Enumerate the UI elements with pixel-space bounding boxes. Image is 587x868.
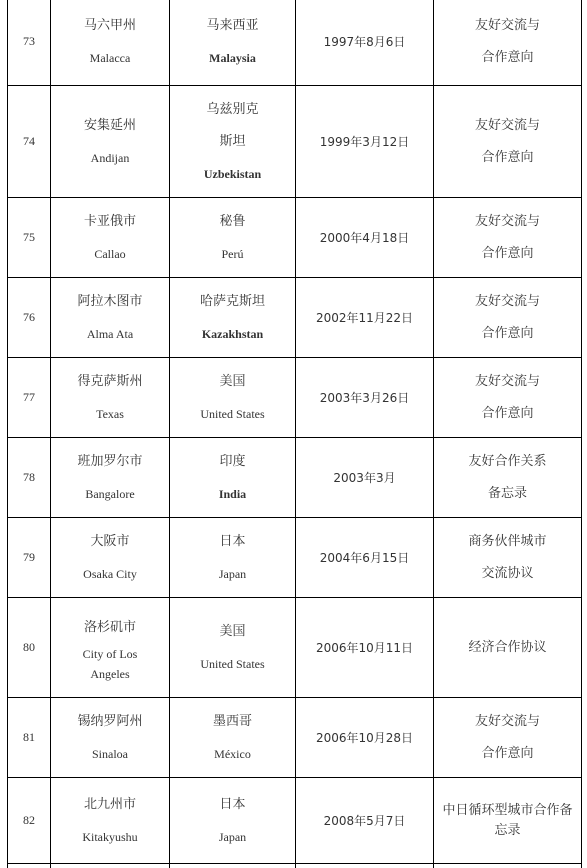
agreement-line: 经济合作协议 (468, 639, 547, 655)
country-name-zh: 印度 (219, 453, 246, 469)
city-name-en: Bangalore (85, 486, 135, 501)
row-number-cell (8, 518, 51, 598)
signing-date: 2000年4月18日 (319, 231, 410, 245)
city-name-en: Texas (96, 406, 124, 421)
agreement-cell (434, 598, 582, 698)
city-name-en: Malacca (89, 50, 131, 65)
agreement-line: 友好交流与 (474, 293, 540, 309)
table-row (8, 438, 582, 518)
date-cell (296, 358, 434, 438)
signing-date: 2003年3月 (333, 471, 396, 485)
country-name-en: Japan (218, 566, 247, 581)
agreement-line: 友好交流与 (474, 117, 540, 133)
date-cell (296, 0, 434, 86)
country-cell (170, 86, 296, 198)
table-row-partial (8, 864, 582, 868)
signing-date: 1997年8月6日 (323, 35, 406, 49)
agreement-cell (434, 86, 582, 198)
country-name-en: México (214, 746, 251, 761)
table-row (8, 278, 582, 358)
city-name-en: City of Los Angeles (82, 646, 138, 681)
row-number: 76 (23, 310, 35, 324)
agreement-line: 商务伙伴城市 (468, 533, 547, 549)
city-cell (51, 598, 170, 698)
signing-date: 2006年10月28日 (315, 731, 414, 745)
row-number-cell (8, 358, 51, 438)
row-number-cell (8, 438, 51, 518)
city-cell (51, 778, 170, 864)
row-number-cell (8, 598, 51, 698)
row-number-cell (8, 278, 51, 358)
agreement-line: 友好交流与 (474, 713, 540, 729)
country-name-zh: 哈萨克斯坦 (199, 293, 265, 309)
country-name-en: United States (200, 406, 265, 421)
row-number-cell (8, 864, 51, 868)
city-name-zh: 马六甲州 (83, 17, 136, 33)
date-cell (296, 778, 434, 864)
city-name-en: Osaka City (83, 566, 137, 581)
country-cell (170, 518, 296, 598)
country-name-zh: 秘鲁 (219, 213, 246, 229)
date-cell (296, 598, 434, 698)
signing-date: 2006年10月11日 (315, 641, 414, 655)
country-cell (170, 198, 296, 278)
city-name-zh: 北九州市 (83, 796, 136, 812)
table-row (8, 598, 582, 698)
signing-date: 2003年3月26日 (319, 391, 410, 405)
agreement-line: 合作意向 (481, 149, 534, 165)
city-name-en: Sinaloa (92, 746, 128, 761)
date-cell (296, 518, 434, 598)
row-number-cell (8, 778, 51, 864)
city-cell (51, 438, 170, 518)
signing-date: 2002年11月22日 (315, 311, 414, 325)
city-name-en: Kitakyushu (82, 829, 138, 844)
city-name-zh: 卡亚俄市 (83, 213, 136, 229)
country-name-en: United States (200, 656, 265, 671)
country-name-zh: 美国 (219, 623, 246, 639)
date-cell (296, 198, 434, 278)
country-name-en: Malaysia (209, 50, 256, 65)
city-cell (51, 86, 170, 198)
row-number: 73 (23, 34, 35, 48)
country-name-en: India (218, 486, 247, 501)
agreement-line: 合作意向 (481, 325, 534, 341)
table-row (8, 86, 582, 198)
country-name-zh: 墨西哥 (212, 713, 252, 729)
table-row (8, 518, 582, 598)
country-cell (170, 358, 296, 438)
country-name-zh: 日本 (219, 533, 246, 549)
agreement-line: 友好合作关系 (468, 453, 547, 469)
sister-cities-table (7, 0, 582, 868)
date-cell (296, 278, 434, 358)
city-cell (51, 864, 170, 868)
row-number: 79 (23, 550, 35, 564)
city-name-zh: 阿拉木图市 (77, 293, 143, 309)
city-cell (51, 0, 170, 86)
table-row (8, 358, 582, 438)
city-cell (51, 698, 170, 778)
date-cell (296, 438, 434, 518)
agreement-line: 合作意向 (481, 745, 534, 761)
agreement-cell (434, 0, 582, 86)
agreement-line: 备忘录 (487, 485, 527, 501)
agreement-line: 交流协议 (481, 565, 534, 581)
agreement-line: 合作意向 (481, 245, 534, 261)
country-name-zh: 马来西亚 (206, 17, 259, 33)
row-number-cell (8, 0, 51, 86)
country-name-zh: 日本 (219, 796, 246, 812)
city-cell (51, 198, 170, 278)
country-cell (170, 0, 296, 86)
agreement-line: 合作意向 (481, 405, 534, 421)
table-row (8, 778, 582, 864)
date-cell (296, 698, 434, 778)
agreement-cell (434, 278, 582, 358)
signing-date: 2008年5月7日 (323, 814, 406, 828)
country-name-en: Perú (221, 246, 244, 261)
date-cell (296, 864, 434, 868)
row-number-cell (8, 698, 51, 778)
agreement-line: 友好交流与 (474, 373, 540, 389)
city-cell (51, 278, 170, 358)
signing-date: 2004年6月15日 (319, 551, 410, 565)
country-cell (170, 438, 296, 518)
row-number: 78 (23, 470, 35, 484)
signing-date: 1999年3月12日 (319, 135, 410, 149)
city-name-zh: 洛杉矶市 (83, 619, 136, 635)
country-name-en: Kazakhstan (201, 326, 264, 341)
row-number: 75 (23, 230, 35, 244)
country-cell (170, 864, 296, 868)
agreement-line: 合作意向 (481, 49, 534, 65)
row-number: 82 (23, 813, 35, 827)
row-number-cell (8, 198, 51, 278)
city-name-zh: 大阪市 (90, 533, 130, 549)
city-name-en: Andijan (90, 150, 130, 165)
country-name-zh-line1: 乌兹别克 (206, 101, 259, 117)
country-cell (170, 598, 296, 698)
agreement-cell (434, 518, 582, 598)
agreement-line: 友好交流与 (474, 17, 540, 33)
row-number-cell (8, 86, 51, 198)
country-name-zh-line2: 斯坦 (219, 133, 246, 149)
row-number: 80 (23, 640, 35, 654)
row-number: 77 (23, 390, 35, 404)
table-row (8, 198, 582, 278)
city-cell (51, 358, 170, 438)
agreement-line: 中日循环型城市合作备忘录 (442, 802, 573, 838)
country-cell (170, 278, 296, 358)
agreement-cell (434, 698, 582, 778)
country-cell (170, 698, 296, 778)
row-number: 81 (23, 730, 35, 744)
city-name-zh: 得克萨斯州 (77, 373, 143, 389)
city-cell (51, 518, 170, 598)
city-name-zh: 安集延州 (83, 117, 136, 133)
city-name-en: Alma Ata (86, 326, 134, 341)
table-row (8, 698, 582, 778)
agreement-cell (434, 864, 582, 868)
country-name-zh: 美国 (219, 373, 246, 389)
agreement-cell (434, 438, 582, 518)
city-name-zh: 锡纳罗阿州 (77, 713, 143, 729)
country-name-en: Japan (218, 829, 247, 844)
agreement-line: 友好交流与 (474, 213, 540, 229)
country-cell (170, 778, 296, 864)
row-number: 74 (23, 134, 35, 148)
table-row (8, 0, 582, 86)
agreement-cell (434, 198, 582, 278)
date-cell (296, 86, 434, 198)
city-name-zh: 班加罗尔市 (77, 453, 143, 469)
country-name-en: Uzbekistan (203, 166, 262, 181)
agreement-cell (434, 358, 582, 438)
city-name-en: Callao (94, 246, 126, 261)
agreement-cell (434, 778, 582, 864)
